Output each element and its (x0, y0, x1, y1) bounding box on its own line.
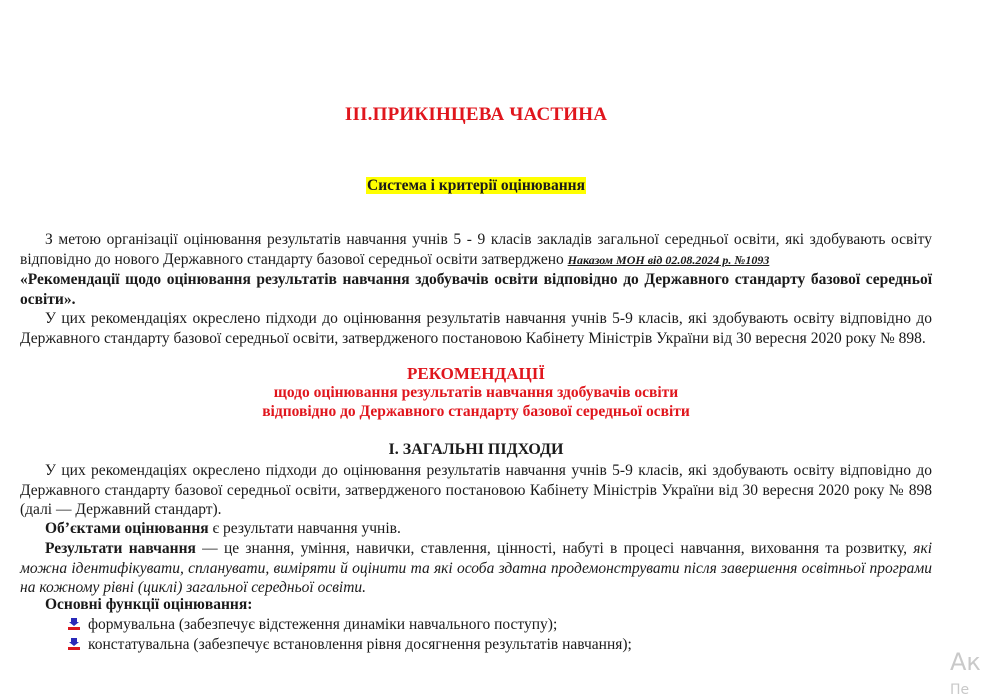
intro-paragraph (20, 230, 932, 348)
general-approaches-heading: І. ЗАГАЛЬНІ ПІДХОДИ (388, 441, 564, 458)
recommendation-title: «Рекомендації щодо оцінювання результатів навчання здобувачів освіти відповідно до Державного стандарту базової середньої освіти». (20, 271, 932, 308)
general-paragraph: У цих рекомендаціях окреслено підходи до оцінювання результатів навчання учнів 5-9 класів, які здобувають освіту відповідно до Державного стандарту базової середньої освіти, затвердженого постановою Кабінету Міністрів України від 30 вересня 2020 року № 898 (далі — Державний стандарт). (20, 462, 932, 518)
results-label: Результати навчання (45, 540, 196, 557)
recommendations-heading (20, 364, 932, 421)
list-item (68, 615, 632, 635)
recommendations-subtitle-2: відповідно до Державного стандарту базової середньої освіти (262, 403, 690, 420)
highlighted-subtitle: Система і критерії оцінювання (367, 177, 585, 194)
activation-watermark-line2: Пе (950, 682, 970, 698)
approaches-paragraph: У цих рекомендаціях окреслено підходи до оцінювання результатів навчання учнів 5-9 класів, які здобувають освіту відповідно до Державного стандарту базової середньої освіти, затвердженого постановою Кабінету Міністрів України від 30 вересня 2020 року № 898. (20, 310, 932, 347)
objects-label: Об’єктами оцінювання (45, 520, 209, 537)
results-italic-text: які можна ідентифікувати, спланувати, виміряти й оцінити та які особа здатна продемонструвати після завершення освітньої програми на кожному рівні (циклі) загальної середньої освіти. (20, 540, 932, 596)
section-title: ІІІ.ПРИКІНЦЕВА ЧАСТИНА (344, 104, 608, 125)
recommendations-subtitle-1: щодо оцінювання результатів навчання здобувачів освіти (273, 384, 679, 401)
results-text: — це знання, уміння, навички, ставлення, цінності, набуті в процесі навчання, виховання та розвитку, (195, 540, 914, 557)
objects-text: є результати навчання учнів. (208, 520, 401, 537)
function-text: формувальна (забезпечує відстеження динаміки навчального поступу); (88, 616, 558, 633)
results-paragraph (20, 539, 932, 598)
activation-watermark-line1: Ак (950, 648, 981, 676)
intro-text: З метою організації оцінювання результатів навчання учнів 5 - 9 класів закладів загальної середньої освіти, які здобувають освіту відповідно до нового Державного стандарту базової середньої освіти затверджено (20, 231, 932, 268)
functions-list (68, 615, 632, 654)
function-text: констатувальна (забезпечує встановлення рівня досягнення результатів навчання); (88, 635, 632, 653)
functions-heading: Основні функції оцінювання: (45, 596, 253, 613)
arrow-bullet-icon (68, 638, 80, 650)
recommendations-title: РЕКОМЕНДАЦІЇ (407, 364, 545, 383)
list-item (68, 635, 632, 655)
order-reference-link[interactable]: Наказом МОН від 02.08.2024 р. №1093 (567, 252, 770, 267)
subtitle-wrap (20, 177, 932, 195)
arrow-bullet-icon (68, 618, 80, 630)
objects-paragraph (20, 519, 932, 539)
